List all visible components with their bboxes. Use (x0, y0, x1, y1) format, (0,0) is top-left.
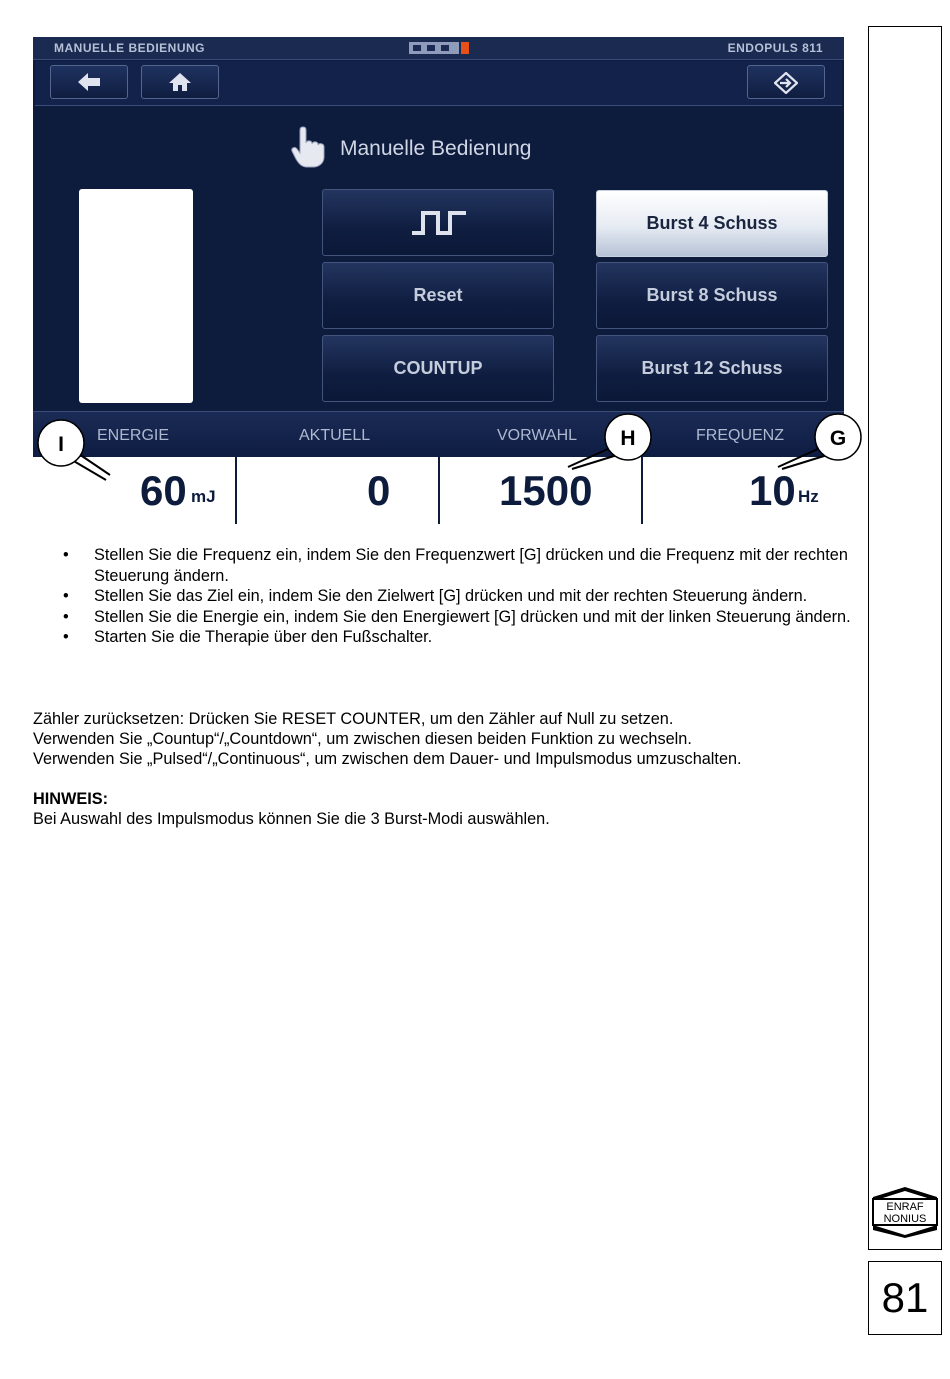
logo-line-1: ENRAF (886, 1201, 924, 1213)
label-aktuell: AKTUELL (299, 427, 371, 444)
list-item: • Stellen Sie die Frequenz ein, indem Sie den Frequenzwert [G] drücken und die Frequenz mit der rechten Steuerung ändern. (33, 545, 853, 586)
vorwahl-value: 1500 (499, 467, 593, 514)
screen-title-text: Manuelle Bedienung (340, 137, 532, 160)
countup-button[interactable]: COUNTUP (322, 335, 554, 402)
label-energie: ENERGIE (97, 427, 170, 444)
note-text: Bei Auswahl des Impulsmodus können Sie die 3 Burst-Modi auswählen. (33, 810, 550, 828)
frequenz-value: 10 (749, 467, 796, 514)
callout-h (568, 414, 651, 469)
burst-4-button[interactable]: Burst 4 Schuss (596, 190, 828, 257)
callout-g-label: G (829, 427, 847, 450)
label-frequenz: FREQUENZ (696, 427, 784, 444)
enraf-nonius-logo (870, 1185, 940, 1239)
logo-line-2: NONIUS (883, 1213, 927, 1225)
instruction-list (33, 545, 853, 648)
list-item: • Starten Sie die Therapie über den Fußschalter. (33, 627, 853, 648)
callout-i-label: I (58, 433, 64, 456)
countup-paragraph: Verwenden Sie „Countup“/„Countdown“, um zwischen diesen beiden Funktion zu wechseln. (33, 730, 692, 748)
list-item: • Stellen Sie die Energie ein, indem Sie den Energiewert [G] drücken und mit der linken Steuerung ändern. (33, 607, 853, 628)
label-vorwahl: VORWAHL (497, 427, 578, 444)
energie-value: 60 (140, 467, 187, 514)
device-header-left: MANUELLE BEDIENUNG (54, 41, 206, 55)
page-number: 81 (868, 1261, 942, 1335)
callout-h-label: H (620, 427, 636, 450)
frequenz-unit: Hz (798, 487, 819, 506)
energie-unit: mJ (191, 487, 216, 506)
burst-12-button[interactable]: Burst 12 Schuss (596, 335, 828, 402)
callout-i (38, 420, 110, 480)
burst-8-button[interactable]: Burst 8 Schuss (596, 262, 828, 329)
device-header-right: ENDOPULS 811 (727, 41, 823, 55)
reset-paragraph: Zähler zurücksetzen: Drücken Sie RESET COUNTER, um den Zähler auf Null zu setzen. (33, 710, 674, 728)
note-heading: HINWEIS: (33, 790, 109, 808)
callout-g (778, 414, 861, 469)
callout-layer (0, 0, 950, 560)
reset-button[interactable]: Reset (322, 262, 554, 329)
list-item: • Stellen Sie das Ziel ein, indem Sie den Zielwert [G] drücken und mit der rechten Steuerung ändern. (33, 586, 853, 607)
pulsed-paragraph: Verwenden Sie „Pulsed“/„Continuous“, um zwischen dem Dauer- und Impulsmodus umzuschalten. (33, 750, 742, 768)
aktuell-value: 0 (367, 467, 391, 514)
